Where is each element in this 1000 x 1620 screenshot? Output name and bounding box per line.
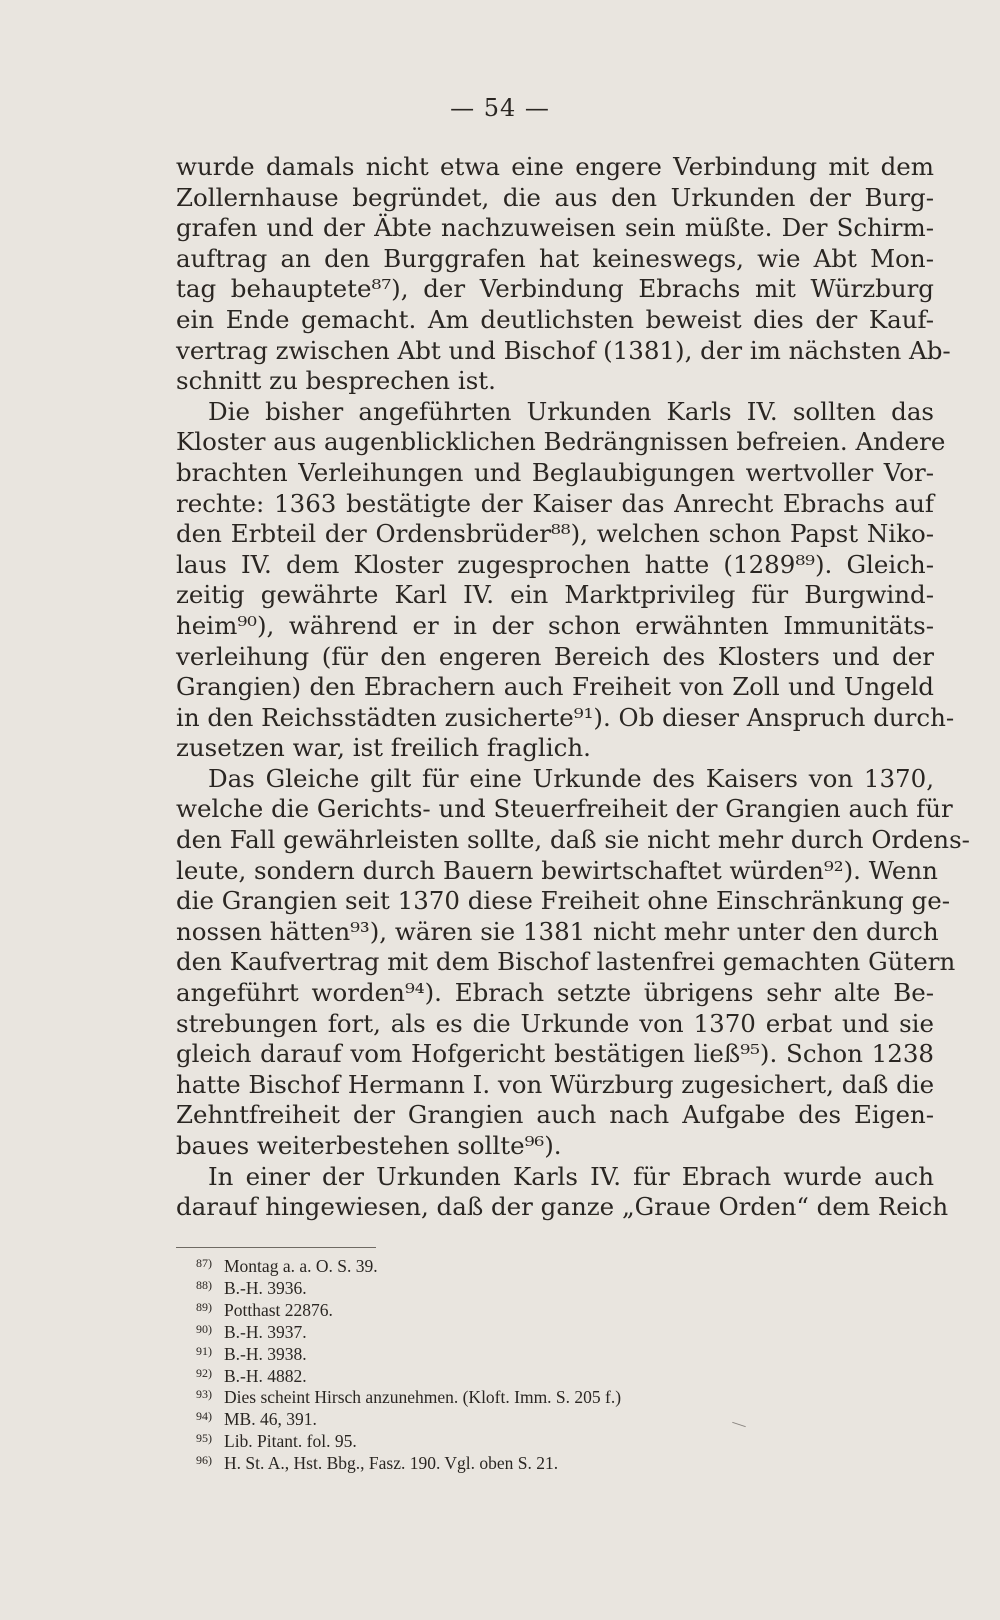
text-line: laus IV. dem Kloster zugesprochen hatte (1289⁸⁹). Gleich- — [176, 549, 934, 579]
footnote-divider — [176, 1247, 376, 1248]
footnote — [196, 1256, 916, 1278]
footnote-number: 92) — [196, 1365, 212, 1380]
footnote-text: H. St. A., Hst. Bbg., Fasz. 190. Vgl. oben S. 21. — [224, 1453, 559, 1474]
footnote-text: B.-H. 3938. — [224, 1343, 307, 1364]
text-line: hatte Bischof Hermann I. von Würzburg zugesichert, daß die — [176, 1069, 935, 1099]
text-line: welche die Gerichts- und Steuerfreiheit der Grangien auch für — [176, 794, 953, 824]
footnote-text: Lib. Pitant. fol. 95. — [224, 1431, 357, 1452]
footnote-text: B.-H. 3936. — [224, 1277, 307, 1298]
footnote-text: Montag a. a. O. S. 39. — [224, 1256, 378, 1276]
page-number: — 54 — — [450, 94, 550, 122]
footnote-text: B.-H. 3937. — [224, 1321, 307, 1342]
footnote-number: 89) — [196, 1299, 212, 1314]
footnote-number: 87) — [196, 1256, 212, 1270]
text-line: nossen hätten⁹³), wären sie 1381 nicht mehr unter den durch — [176, 916, 939, 946]
text-line: auftrag an den Burggrafen hat keineswegs, wie Abt Mon- — [176, 243, 934, 273]
text-line: heim⁹⁰), während er in der schon erwähnten Immunitäts- — [176, 610, 934, 640]
footnote-number: 96) — [196, 1453, 212, 1468]
text-line: wurde damals nicht etwa eine engere Verbindung mit dem — [176, 152, 934, 181]
text-line: ein Ende gemacht. Am deutlichsten beweist dies der Kauf- — [176, 304, 934, 334]
text-line: zusetzen war, ist freilich fraglich. — [176, 733, 591, 763]
footnote — [196, 1387, 916, 1409]
footnote — [196, 1344, 916, 1366]
text-line: brachten Verleihungen und Beglaubigungen wertvoller Vor- — [176, 457, 934, 487]
footnotes — [196, 1256, 916, 1475]
text-line: den Kaufvertrag mit dem Bischof lastenfrei gemachten Gütern — [176, 947, 956, 977]
footnote — [196, 1366, 916, 1388]
footnote-text: Potthast 22876. — [224, 1299, 333, 1320]
text-line: darauf hingewiesen, daß der ganze „Graue Orden“ dem Reich — [176, 1192, 949, 1222]
footnote-text: B.-H. 4882. — [224, 1365, 307, 1386]
text-line: Kloster aus augenblicklichen Bedrängnissen befreien. Andere — [176, 427, 946, 457]
text-line: den Fall gewährleisten sollte, daß sie nicht mehr durch Ordens- — [176, 825, 970, 855]
text-line: Die bisher angeführten Urkunden Karls IV. sollten das — [208, 396, 934, 426]
footnote-number: 94) — [196, 1409, 212, 1424]
text-line: Grangien) den Ebrachern auch Freiheit von Zoll und Ungeld — [176, 672, 934, 702]
text-line: Zehntfreiheit der Grangien auch nach Aufgabe des Eigen- — [176, 1100, 934, 1130]
footnote-number: 88) — [196, 1277, 212, 1292]
text-line: schnitt zu besprechen ist. — [176, 366, 496, 396]
footnote — [196, 1431, 916, 1453]
text-line: rechte: 1363 bestätigte der Kaiser das Anrecht Ebrachs auf — [176, 488, 934, 518]
text-line: vertrag zwischen Abt und Bischof (1381), der im nächsten Ab- — [176, 335, 951, 365]
text-line: Das Gleiche gilt für eine Urkunde des Kaisers von 1370, — [208, 763, 934, 793]
text-line: angeführt worden⁹⁴). Ebrach setzte übrigens sehr alte Be- — [176, 978, 934, 1008]
footnote — [196, 1409, 916, 1431]
footnote-text: Dies scheint Hirsch anzunehmen. (Kloft. Imm. S. 205 f.) — [224, 1387, 622, 1408]
text-line: baues weiterbestehen sollte⁹⁶). — [176, 1131, 562, 1160]
text-line: den Erbteil der Ordensbrüder⁸⁸), welchen schon Papst Niko- — [176, 519, 934, 549]
text-line: in den Reichsstädten zusicherte⁹¹). Ob dieser Anspruch durch- — [176, 702, 955, 732]
footnote-number: 95) — [196, 1431, 212, 1446]
footnote — [196, 1453, 916, 1475]
footnote-text: MB. 46, 391. — [224, 1409, 317, 1430]
footnote — [196, 1322, 916, 1344]
text-line: In einer der Urkunden Karls IV. für Ebrach wurde auch — [208, 1161, 934, 1191]
text-line: die Grangien seit 1370 diese Freiheit ohne Einschränkung ge- — [176, 886, 951, 916]
text-line: tag behauptete⁸⁷), der Verbindung Ebrachs mit Würzburg — [176, 274, 934, 304]
footnote — [196, 1278, 916, 1300]
text-line: Zollernhause begründet, die aus den Urkunden der Burg- — [176, 182, 934, 212]
text-line: strebungen fort, als es die Urkunde von 1370 erbat und sie — [176, 1008, 934, 1038]
text-line: grafen und der Äbte nachzuweisen sein müßte. Der Schirm- — [176, 213, 934, 243]
footnote-number: 91) — [196, 1343, 212, 1358]
text-line: verleihung (für den engeren Bereich des Klosters und der — [176, 641, 934, 671]
text-line: gleich darauf vom Hofgericht bestätigen ließ⁹⁵). Schon 1238 — [176, 1039, 934, 1069]
text-line: zeitig gewährte Karl IV. ein Marktprivileg für Burgwind- — [176, 580, 934, 610]
footnote — [196, 1300, 916, 1322]
footnote-number: 93) — [196, 1387, 212, 1402]
body-text — [176, 152, 970, 1223]
footnote-number: 90) — [196, 1321, 212, 1336]
text-line: leute, sondern durch Bauern bewirtschaftet würden⁹²). Wenn — [176, 855, 938, 885]
